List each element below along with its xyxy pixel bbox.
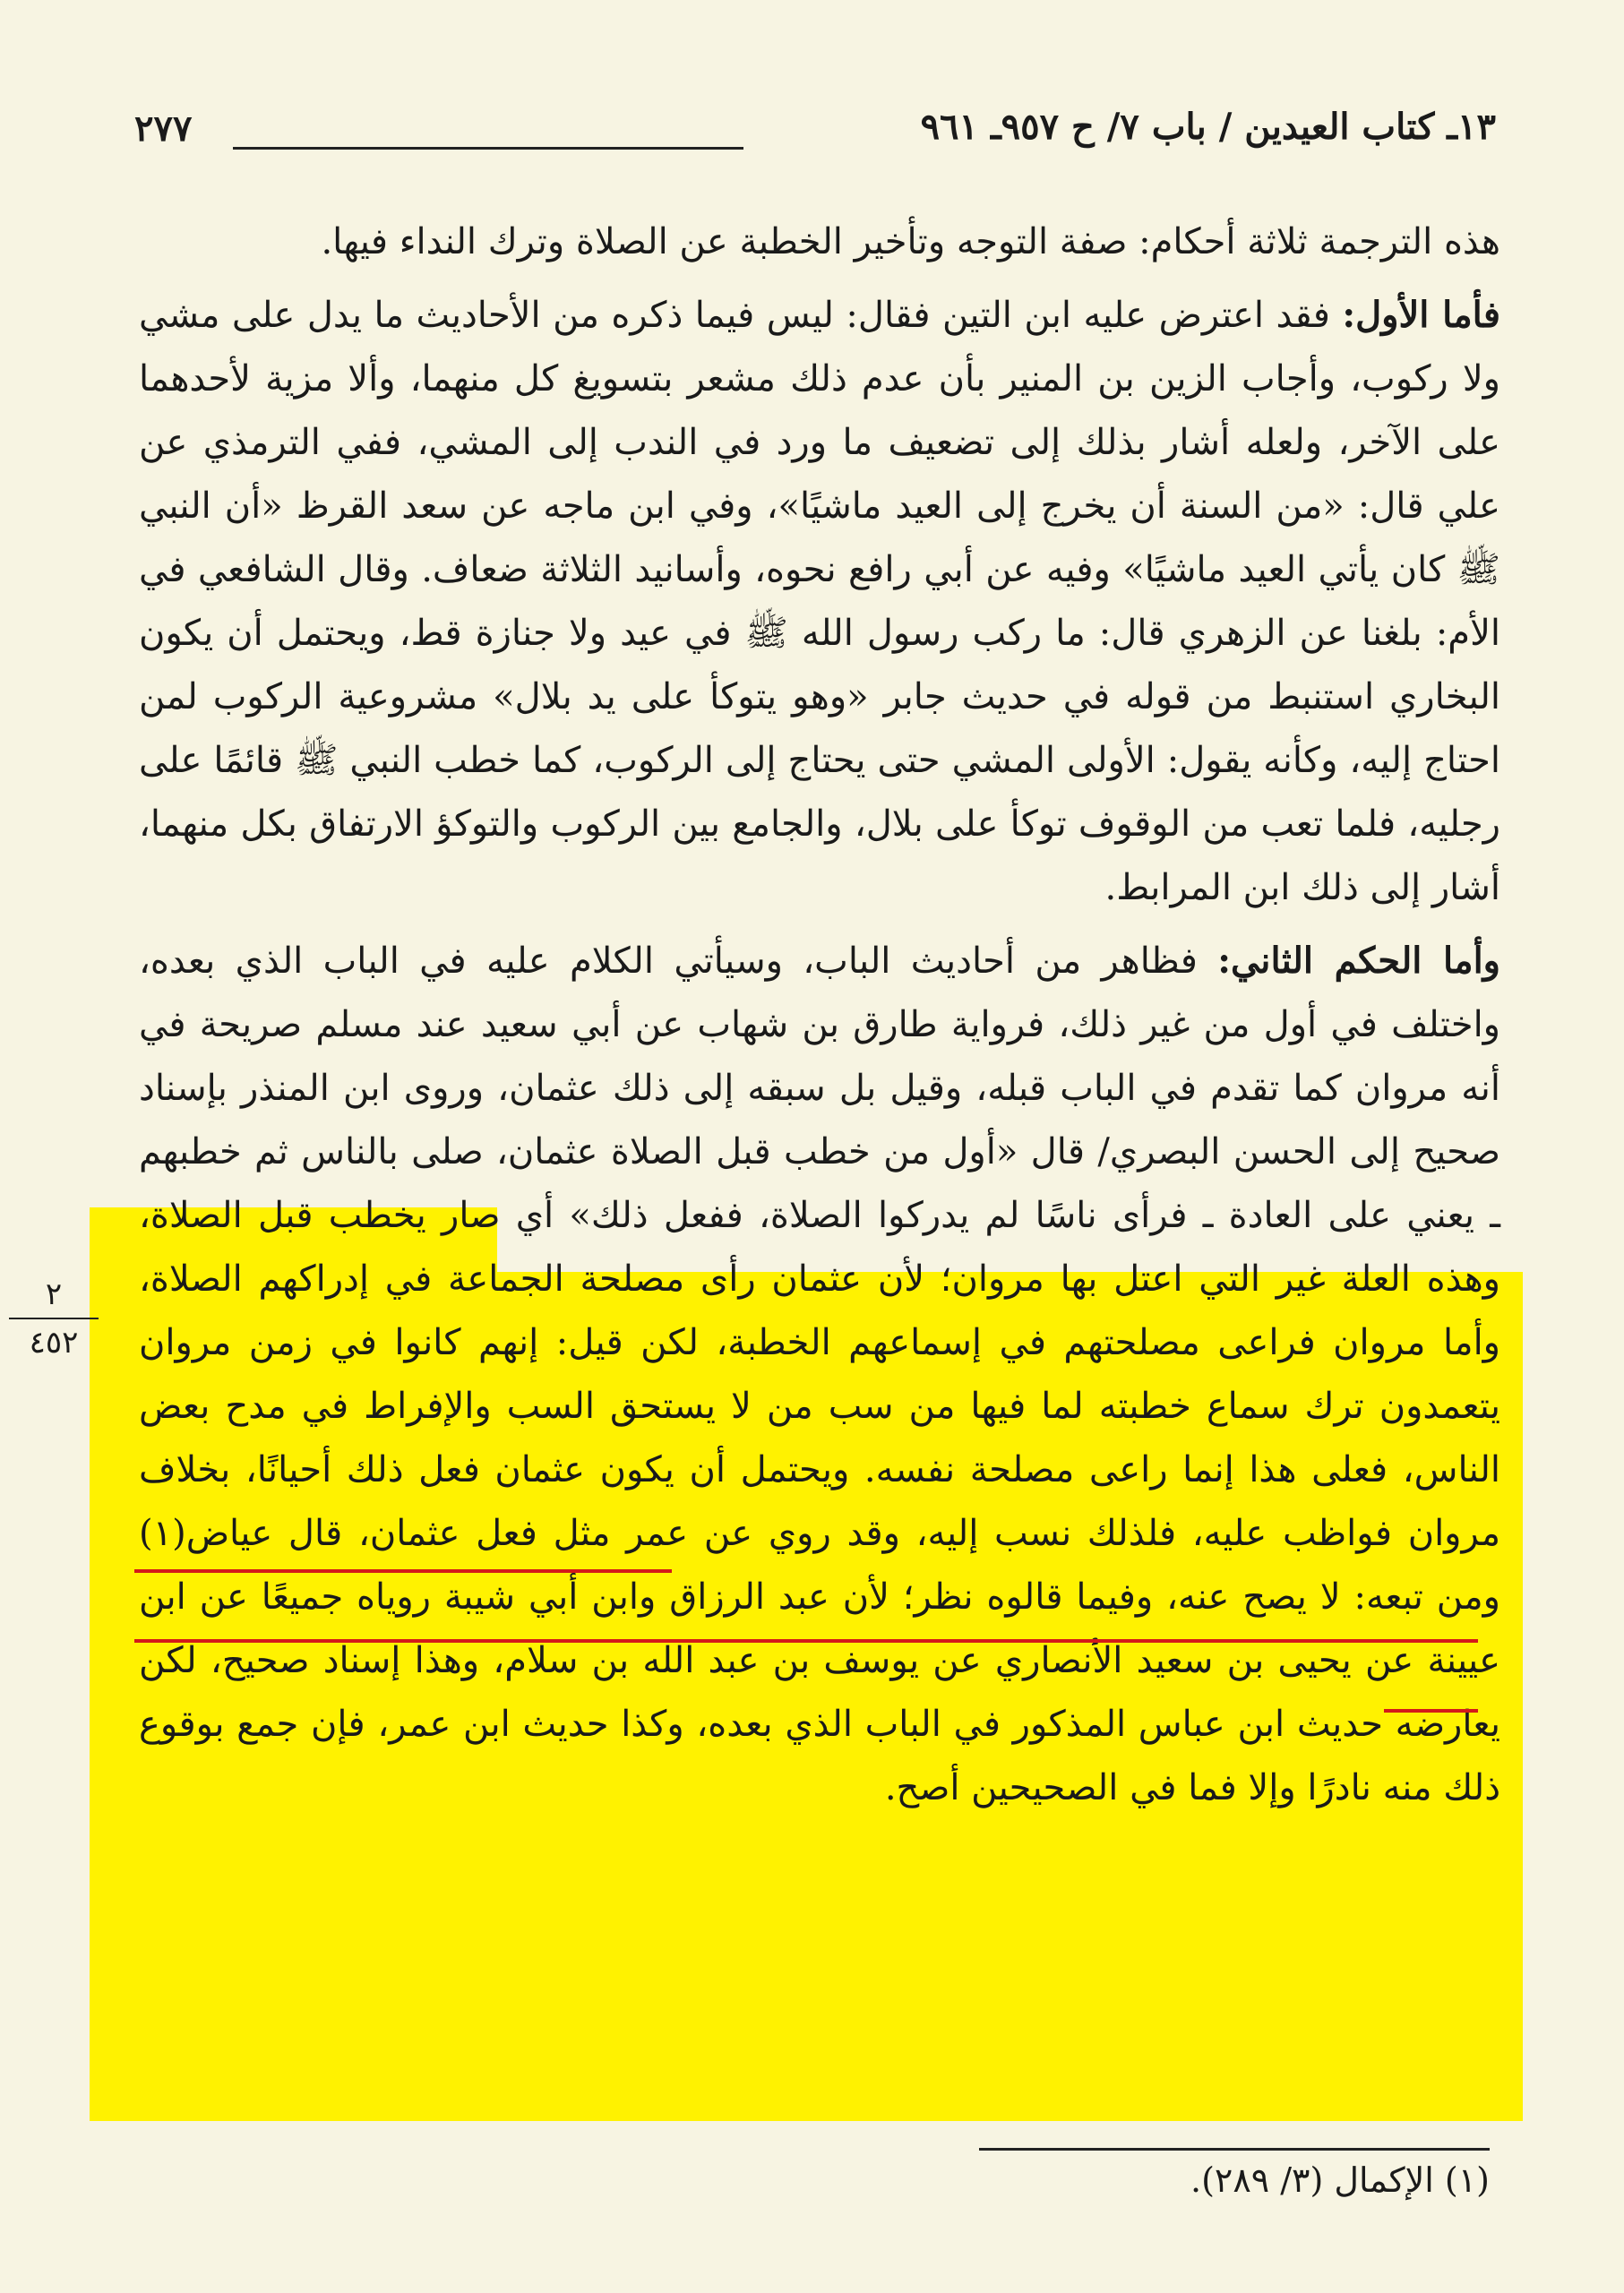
red-underline-3: [1384, 1709, 1478, 1713]
paragraph-second-ruling: [139, 929, 1500, 1820]
paragraph-text: فظاهر من أحاديث الباب، وسيأتي الكلام عليه في الباب الذي بعده، واختلف في أول من غير ذلك، فرواية طارق بن شهاب عن أبي سعيد عند مسلم صريحة في أنه مروان كما تقدم في الباب قبله، وقيل بل سبقه إلى ذلك عثمان، وروى ابن المنذر بإسناد صحيح إلى الحسن البصري/ قال «أول من خطب قبل الصلاة عثمان، صلى بالناس ثم خطبهم ـ يعني على العادة ـ فرأى ناسًا لم يدركوا الصلاة، ففعل ذلك» أي صار يخطب قبل الصلاة، وهذه العلة غير التي اعتل بها مروان؛ لأن عثمان رأى مصلحة الجماعة في إدراكهم الصلاة، وأما مروان فراعى مصلحتهم في إسماعهم الخطبة، لكن قيل: إنهم كانوا في زمن مروان يتعمدون ترك سماع خطبته لما فيها من سب من لا يستحق السب والإفراط في مدح بعض الناس، فعلى هذا إنما راعى مصلحة نفسه. ويحتمل أن يكون عثمان فعل ذلك أحيانًا، بخلاف مروان فواظب عليه، فلذلك نسب إليه، وقد روي عن عمر مثل فعل عثمان، قال عياض(١) ومن تبعه: لا يصح عنه، وفيما قالوه نظر؛ لأن عبد الرزاق وابن أبي شيبة روياه جميعًا عن ابن عيينة عن يحيى بن سعيد الأنصاري عن يوسف بن عبد الله بن سلام، وهذا إسناد صحيح، لكن يعارضه حديث ابن عباس المذكور في الباب الذي بعده، وكذا حديث ابن عمر، فإن جمع بوقوع ذلك منه نادرًا وإلا فما في الصحيحين أصح.: [139, 940, 1500, 1808]
paragraph-intro: [139, 210, 1500, 274]
paragraph-lead: وأما الحكم الثاني:: [1217, 940, 1501, 982]
margin-ref-bottom: ٤٥٢: [29, 1325, 79, 1361]
paragraph-text: هذه الترجمة ثلاثة أحكام: صفة التوجه وتأخير الخطبة عن الصلاة وترك النداء فيها.: [321, 221, 1500, 262]
margin-page-ref: [9, 1276, 99, 1361]
header-title: ١٣ـ كتاب العيدين / باب ٧/ ح ٩٥٧ـ ٩٦١: [920, 106, 1496, 148]
page-number: ٢٧٧: [134, 107, 193, 150]
margin-ref-top: ٢: [45, 1276, 63, 1312]
footnote-rule: [979, 2148, 1490, 2151]
running-header: [134, 106, 1496, 168]
header-rule: [233, 147, 743, 150]
margin-ref-rule: [9, 1318, 99, 1319]
footnote: (١) الإكمال (٣/ ٢٨٩).: [1190, 2160, 1490, 2200]
red-underline-1: [134, 1569, 672, 1573]
paragraph-text: فقد اعترض عليه ابن التين فقال: ليس فيما ذكره من الأحاديث ما يدل على مشي ولا ركوب، وأجاب الزين بن المنير بأن عدم ذلك مشعر بتسويغ كل منهما، وألا مزية لأحدهما على الآخر، ولعله أشار بذلك إلى تضعيف ما ورد في الندب إلى المشي، ففي الترمذي عن علي قال: «من السنة أن يخرج إلى العيد ماشيًا»، وفي ابن ماجه عن سعد القرظ «أن النبي ﷺ كان يأتي العيد ماشيًا» وفيه عن أبي رافع نحوه، وأسانيد الثلاثة ضعاف. وقال الشافعي في الأم: بلغنا عن الزهري قال: ما ركب رسول الله ﷺ في عيد ولا جنازة قط، ويحتمل أن يكون البخاري استنبط من قوله في حديث جابر «وهو يتوكأ على يد بلال» مشروعية الركوب لمن احتاج إليه، وكأنه يقول: الأولى المشي حتى يحتاج إلى الركوب، كما خطب النبي ﷺ قائمًا على رجليه، فلما تعب من الوقوف توكأ على بلال، والجامع بين الركوب والتوكؤ الارتفاق بكل منهما، أشار إلى ذلك ابن المرابط.: [139, 295, 1500, 908]
red-underline-2: [134, 1639, 1478, 1643]
paragraph-first-ruling: [139, 283, 1500, 920]
paragraph-lead: فأما الأول:: [1342, 294, 1500, 336]
main-text: [139, 210, 1500, 1829]
